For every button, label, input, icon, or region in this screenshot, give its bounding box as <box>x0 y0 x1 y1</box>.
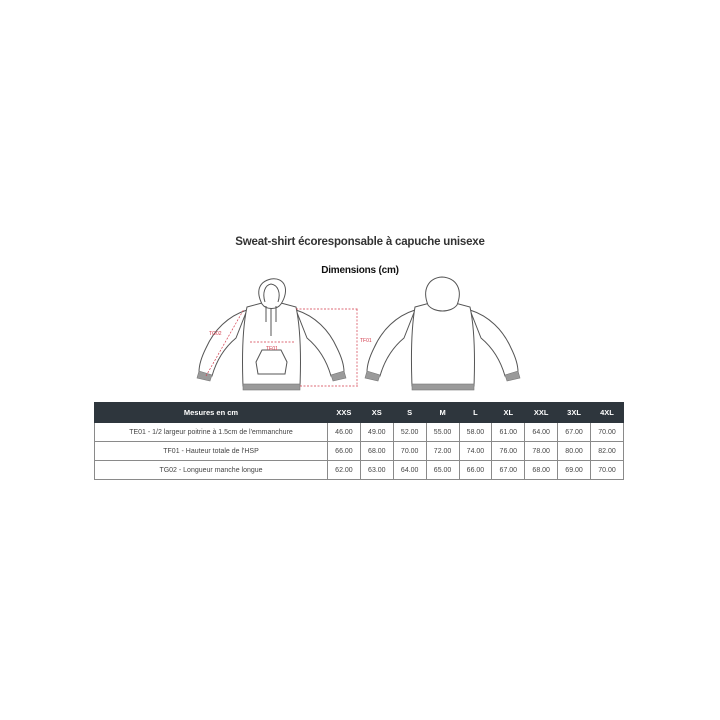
table-cell: 65.00 <box>426 461 459 480</box>
te01-label: TE01 <box>266 346 278 352</box>
table-cell: 68.00 <box>360 442 393 461</box>
dimensions-subtitle: Dimensions (cm) <box>321 265 399 276</box>
tg02-label: TG02 <box>209 331 222 337</box>
back-hood <box>426 277 460 311</box>
row-label: TG02 - Longueur manche longue <box>95 461 328 480</box>
size-chart-table <box>94 402 624 480</box>
back-left-sleeve <box>367 310 415 376</box>
table-cell: 80.00 <box>558 442 591 461</box>
table-cell: 55.00 <box>426 423 459 442</box>
table-cell: 64.00 <box>393 461 426 480</box>
table-cell: 58.00 <box>459 423 492 442</box>
tf01-label: TF01 <box>360 338 372 344</box>
front-waistband <box>243 384 300 390</box>
back-body <box>411 303 474 386</box>
front-left-sleeve <box>199 310 247 376</box>
table-cell: 64.00 <box>525 423 558 442</box>
column-header-size-xxl: XXL <box>525 403 558 423</box>
front-right-sleeve <box>296 310 344 376</box>
table-body <box>95 423 624 480</box>
table-cell: 67.00 <box>558 423 591 442</box>
table-cell: 69.00 <box>558 461 591 480</box>
table-cell: 52.00 <box>393 423 426 442</box>
table-cell: 63.00 <box>360 461 393 480</box>
table-row <box>95 423 624 442</box>
table-cell: 46.00 <box>328 423 361 442</box>
front-hood <box>259 279 286 309</box>
column-header-size-l: L <box>459 403 492 423</box>
back-right-sleeve <box>470 310 518 376</box>
front-pocket <box>256 350 287 374</box>
table-row <box>95 442 624 461</box>
row-label: TE01 - 1/2 largeur poitrine à 1.5cm de l'emmanchure <box>95 423 328 442</box>
table-row <box>95 461 624 480</box>
table-header-row <box>95 403 624 423</box>
page-title: Sweat-shirt écoresponsable à capuche unisexe <box>235 236 485 248</box>
column-header-size-xl: XL <box>492 403 525 423</box>
column-header-size-m: M <box>426 403 459 423</box>
back-waistband <box>412 384 474 390</box>
table-cell: 82.00 <box>591 442 624 461</box>
table-cell: 70.00 <box>591 423 624 442</box>
table-cell: 76.00 <box>492 442 525 461</box>
hoodie-back <box>367 277 518 386</box>
table-cell: 72.00 <box>426 442 459 461</box>
table-cell: 70.00 <box>591 461 624 480</box>
table-cell: 70.00 <box>393 442 426 461</box>
table-cell: 78.00 <box>525 442 558 461</box>
table-cell: 68.00 <box>525 461 558 480</box>
table-cell: 61.00 <box>492 423 525 442</box>
table-cell: 67.00 <box>492 461 525 480</box>
table-cell: 62.00 <box>328 461 361 480</box>
table-cell: 49.00 <box>360 423 393 442</box>
table-cell: 66.00 <box>328 442 361 461</box>
column-header-size-xxs: XXS <box>328 403 361 423</box>
row-label: TF01 - Hauteur totale de l'HSP <box>95 442 328 461</box>
column-header-measure: Mesures en cm <box>95 403 328 423</box>
column-header-size-xs: XS <box>360 403 393 423</box>
table-cell: 66.00 <box>459 461 492 480</box>
table-cell: 74.00 <box>459 442 492 461</box>
column-header-size-4xl: 4XL <box>591 403 624 423</box>
hoodie-illustration <box>0 275 720 400</box>
column-header-size-s: S <box>393 403 426 423</box>
column-header-size-3xl: 3XL <box>558 403 591 423</box>
